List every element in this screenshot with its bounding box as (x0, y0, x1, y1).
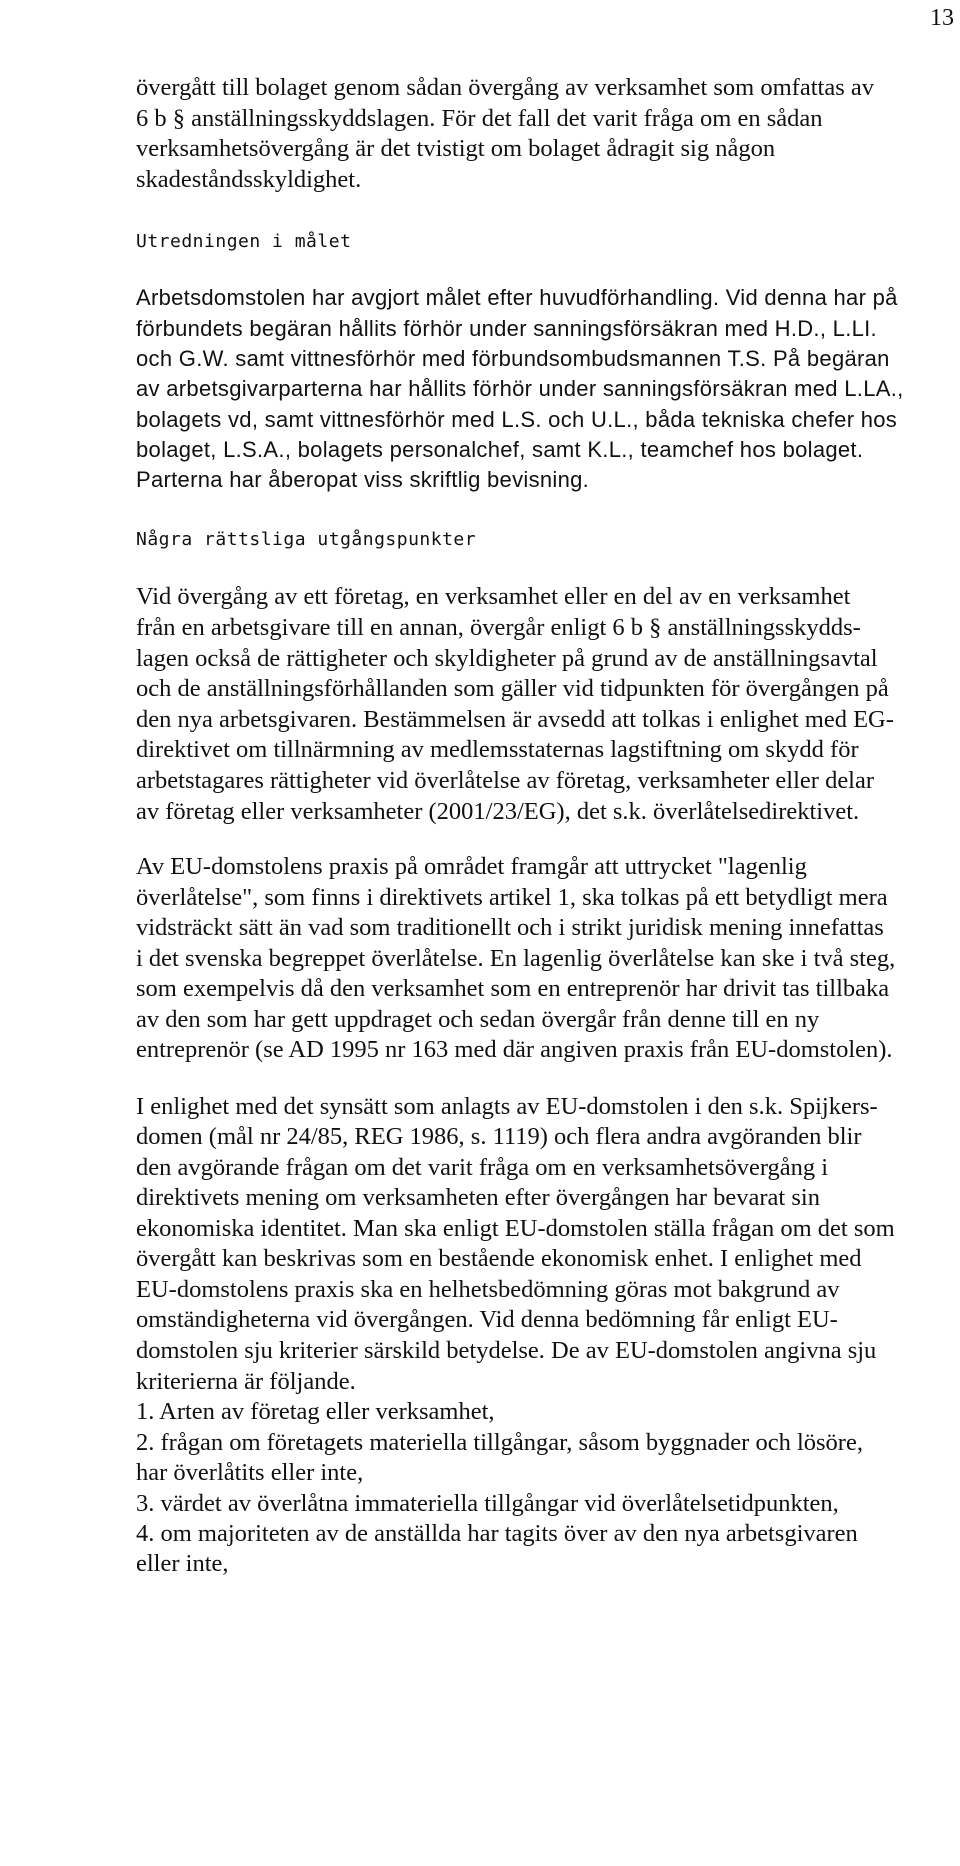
text-line: övergått kan beskrivas som en bestående ekonomisk enhet. I enlighet med (136, 1245, 862, 1272)
text-line: ekonomiska identitet. Man ska enligt EU-domstolen ställa frågan om det som (136, 1215, 895, 1242)
text-line: lagen också de rättigheter och skyldigheter på grund av de anställningsavtal (136, 645, 878, 672)
text-line: domstolen sju kriterier särskild betydelse. De av EU-domstolen angivna sju (136, 1337, 877, 1364)
section-heading: Utredningen i målet (136, 231, 352, 252)
text-line: Arbetsdomstolen har avgjort målet efter huvudförhandling. Vid denna har på (136, 285, 898, 310)
text-line: verksamhetsövergång är det tvistigt om bolaget ådragit sig någon (136, 135, 776, 162)
text-line: övergått till bolaget genom sådan övergång av verksamhet som omfattas av (136, 74, 874, 101)
text-line: bolagets vd, samt vittnesförhör med L.S. och U.L., båda tekniska chefer hos (136, 407, 898, 432)
text-line: direktivet om tillnärmning av medlemsstaternas lagstiftning om skydd för (136, 736, 859, 763)
text-line: entreprenör (se AD 1995 nr 163 med där angiven praxis från EU-domstolen). (136, 1036, 893, 1063)
text-line: av den som har gett uppdraget och sedan övergår från denne till en ny (136, 1006, 820, 1033)
list-item: 2. frågan om företagets materiella tillgångar, såsom byggnader och lösöre, (136, 1429, 863, 1456)
text-line: Av EU-domstolens praxis på området framgår att uttrycket "lagenlig (136, 853, 807, 880)
text-line: och G.W. samt vittnesförhör med förbundsombudsmannen T.S. På begäran (136, 346, 890, 371)
text-line: omständigheterna vid övergången. Vid denna bedömning får enligt EU- (136, 1306, 838, 1333)
text-line: skadeståndsskyldighet. (136, 166, 362, 193)
text-line: den nya arbetsgivaren. Bestämmelsen är avsedd att tolkas i enlighet med EG- (136, 706, 894, 733)
text-line: och de anställningsförhållanden som gäller vid tidpunkten för övergången på (136, 675, 889, 702)
text-line: överlåtelse", som finns i direktivets artikel 1, ska tolkas på ett betydligt mera (136, 884, 888, 911)
text-line: förbundets begäran hållits förhör under sanningsförsäkran med H.D., L.LI. (136, 316, 877, 341)
list-item-continuation: eller inte, (136, 1550, 229, 1577)
list-item: 4. om majoriteten av de anställda har tagits över av den nya arbetsgivaren (136, 1520, 858, 1547)
text-line: vidsträckt sätt än vad som traditionellt och i strikt juridisk mening innefattas (136, 914, 884, 941)
text-line: bolaget, L.S.A., bolagets personalchef, samt K.L., teamchef hos bolaget. (136, 437, 864, 462)
text-line: kriterierna är följande. (136, 1368, 356, 1395)
text-line: I enlighet med det synsätt som anlagts av EU-domstolen i den s.k. Spijkers- (136, 1093, 878, 1120)
list-item: 1. Arten av företag eller verksamhet, (136, 1398, 495, 1425)
text-line: av arbetsgivarparterna har hållits förhör under sanningsförsäkran med L.LA., (136, 376, 904, 401)
text-line: i det svenska begreppet överlåtelse. En lagenlig överlåtelse kan ske i två steg, (136, 945, 896, 972)
text-line: som exempelvis då den verksamhet som en entreprenör har drivit tas tillbaka (136, 975, 890, 1002)
page-number: 13 (930, 5, 954, 31)
text-line: Parterna har åberopat viss skriftlig bevisning. (136, 467, 590, 492)
text-line: av företag eller verksamheter (2001/23/EG), det s.k. överlåtelsedirektivet. (136, 798, 860, 825)
text-line: den avgörande frågan om det varit fråga om en verksamhetsövergång i (136, 1154, 829, 1181)
text-line: EU-domstolens praxis ska en helhetsbedömning göras mot bakgrund av (136, 1276, 840, 1303)
section-heading: Några rättsliga utgångspunkter (136, 529, 477, 550)
text-line: Vid övergång av ett företag, en verksamhet eller en del av en verksamhet (136, 583, 851, 610)
text-line: från en arbetsgivare till en annan, övergår enligt 6 b § anställningsskydds- (136, 614, 861, 641)
text-line: arbetstagares rättigheter vid överlåtelse av företag, verksamheter eller delar (136, 767, 875, 794)
list-item-continuation: har överlåtits eller inte, (136, 1459, 364, 1486)
text-line: direktivets mening om verksamheten efter övergången har bevarat sin (136, 1184, 820, 1211)
text-line: domen (mål nr 24/85, REG 1986, s. 1119) och flera andra avgöranden blir (136, 1123, 862, 1150)
list-item: 3. värdet av överlåtna immateriella tillgångar vid överlåtelsetidpunkten, (136, 1490, 839, 1517)
text-line: 6 b § anställningsskyddslagen. För det fall det varit fråga om en sådan (136, 105, 823, 132)
